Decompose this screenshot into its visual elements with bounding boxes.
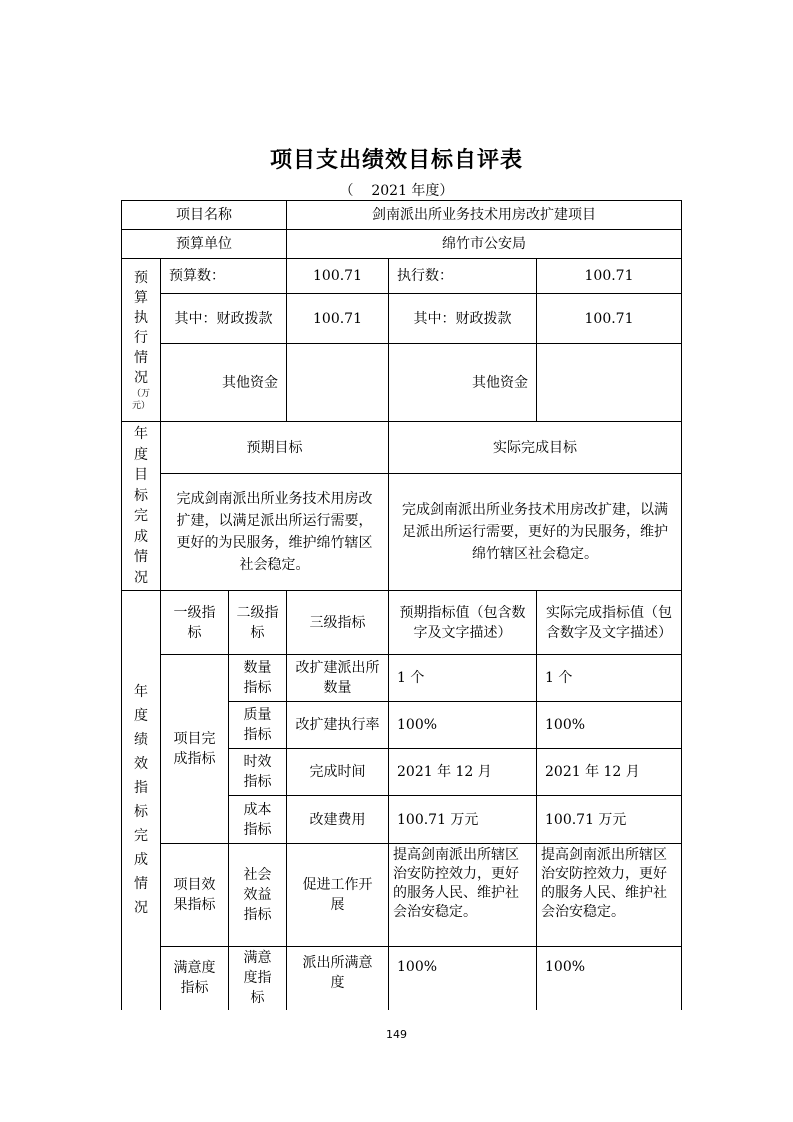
- expected-value-cell: 2021 年 12 月: [389, 749, 537, 796]
- other-funds-value: [287, 344, 389, 422]
- actual-goal-header: 实际完成目标: [389, 422, 682, 474]
- actual-value-cell: 1 个: [537, 655, 682, 702]
- level2-cell: 质量指标: [229, 702, 287, 749]
- actual-value-cell: 2021 年 12 月: [537, 749, 682, 796]
- expected-value-cell: 1 个: [389, 655, 537, 702]
- expected-value-cell: 100%: [389, 702, 537, 749]
- exec-amount-value: 100.71: [537, 259, 682, 294]
- col-header-level3: 三级指标: [287, 591, 389, 655]
- indicators-side-label: 年 度 绩 效 指 标 完 成 情 况: [122, 591, 161, 1010]
- fiscal-exec-value: 100.71: [537, 294, 682, 344]
- document-title: 项目支出绩效目标自评表: [269, 147, 523, 173]
- fiscal-budget-value: 100.71: [287, 294, 389, 344]
- level3-cell: 促进工作开展: [287, 844, 389, 947]
- actual-value-cell: 100%: [537, 702, 682, 749]
- budget-execution-side-label: 预 算 执 行 情 况 （万 元）: [122, 259, 161, 422]
- document-year: （ 2021 年度）: [339, 183, 454, 199]
- level3-cell: 改建费用: [287, 796, 389, 844]
- level3-cell: 派出所满意度: [287, 947, 389, 1010]
- level2-cell: 数量指标: [229, 655, 287, 702]
- col-header-expected: 预期指标值（包含数字及文字描述）: [389, 591, 537, 655]
- budget-unit-note: （万 元）: [131, 389, 150, 411]
- budget-unit-value: 绵竹市公安局: [287, 230, 682, 259]
- level2-cell: 时效指标: [229, 749, 287, 796]
- level3-cell: 改扩建执行率: [287, 702, 389, 749]
- level3-cell: 改扩建派出所数量: [287, 655, 389, 702]
- col-header-actual: 实际完成指标值（包含数字及文字描述）: [537, 591, 682, 655]
- project-name-label: 项目名称: [122, 201, 287, 230]
- annual-goal-side-label: 年 度 目 标 完 成 情 况: [122, 422, 161, 591]
- level2-cell: 社会效益指标: [229, 844, 287, 947]
- expected-value-cell: 提高剑南派出所辖区治安防控效力，更好的服务人民、维护社会治安稳定。: [389, 844, 537, 947]
- project-name-value: 剑南派出所业务技术用房改扩建项目: [287, 201, 682, 230]
- expected-goal-text: 完成剑南派出所业务技术用房改扩建，以满足派出所运行需要，更好的为民服务，维护绵竹辖区社会稳定。: [161, 474, 389, 591]
- budget-amount-value: 100.71: [287, 259, 389, 294]
- expected-goal-header: 预期目标: [161, 422, 389, 474]
- level2-cell: 成本指标: [229, 796, 287, 844]
- budget-amount-label: 预算数：: [161, 259, 287, 294]
- actual-value-cell: 100%: [537, 947, 682, 1010]
- actual-value-cell: 100.71 万元: [537, 796, 682, 844]
- level2-cell: 满意度指标: [229, 947, 287, 1010]
- group-satisfaction-indicators: 满意度指标: [161, 947, 229, 1010]
- actual-value-cell: 提高剑南派出所辖区治安防控效力，更好的服务人民、维护社会治安稳定。: [537, 844, 682, 947]
- col-header-level1: 一级指标: [161, 591, 229, 655]
- other-funds-label: 其他资金: [161, 344, 287, 422]
- expected-value-cell: 100.71 万元: [389, 796, 537, 844]
- col-header-level2: 二级指标: [229, 591, 287, 655]
- budget-unit-label: 预算单位: [122, 230, 287, 259]
- level3-cell: 完成时间: [287, 749, 389, 796]
- expected-value-cell: 100%: [389, 947, 537, 1010]
- other-funds-exec-value: [537, 344, 682, 422]
- group-effect-indicators: 项目效果指标: [161, 844, 229, 947]
- other-funds-exec-label: 其他资金: [389, 344, 537, 422]
- performance-table: [121, 200, 682, 1010]
- group-output-indicators: 项目完成指标: [161, 655, 229, 844]
- exec-amount-label: 执行数：: [389, 259, 537, 294]
- page-number: 149: [386, 1028, 407, 1041]
- fiscal-exec-label: 其中：财政拨款: [389, 294, 537, 344]
- fiscal-budget-label: 其中：财政拨款: [161, 294, 287, 344]
- actual-goal-text: 完成剑南派出所业务技术用房改扩建，以满足派出所运行需要，更好的为民服务，维护绵竹辖区社会稳定。: [389, 474, 682, 591]
